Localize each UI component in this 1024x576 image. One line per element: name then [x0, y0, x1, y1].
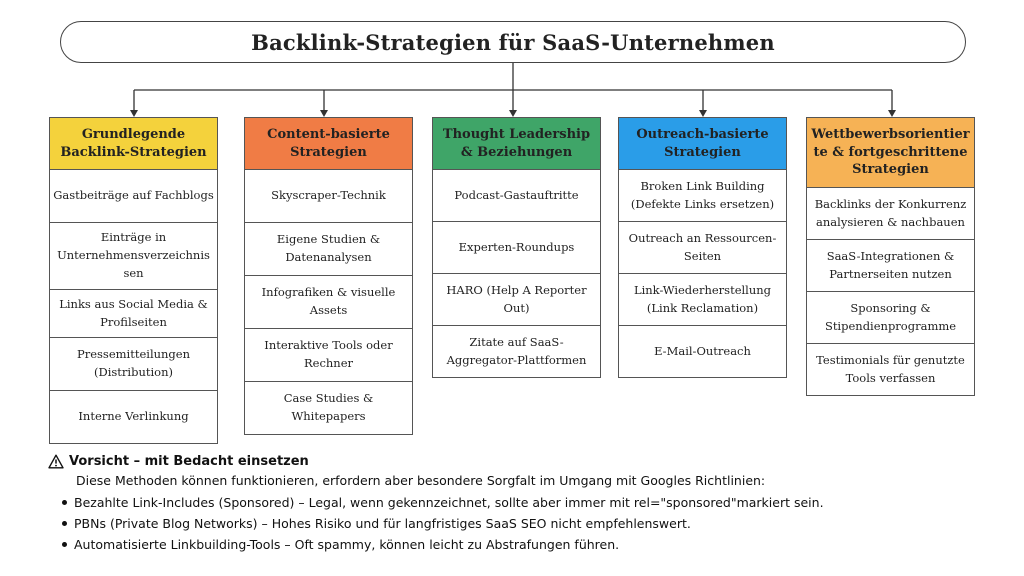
strategy-item: Backlinks der Konkurrenz analysieren & nachbauen	[806, 188, 975, 240]
strategy-item: Case Studies & Whitepapers	[244, 382, 413, 435]
strategy-item: E-Mail-Outreach	[618, 326, 787, 378]
column-header-thought-leadership: Thought Leadership & Beziehungen	[432, 117, 601, 170]
strategy-item: Eigene Studien & Datenanalysen	[244, 223, 413, 276]
diagram-title: Backlink-Strategien für SaaS-Unternehmen	[60, 21, 966, 63]
caution-intro: Diese Methoden können funktionieren, erfordern aber besondere Sorgfalt im Umgang mit Googles Richtlinien:	[76, 473, 766, 488]
caution-item	[62, 492, 978, 513]
strategy-item: Skyscraper-Technik	[244, 170, 413, 223]
strategy-item: Podcast-Gastauftritte	[432, 170, 601, 222]
arrowhead-5	[888, 110, 896, 117]
strategy-item: Zitate auf SaaS-Aggregator-Plattformen	[432, 326, 601, 378]
bullet	[62, 521, 67, 526]
arrowhead-2	[320, 110, 328, 117]
strategy-item: Broken Link Building (Defekte Links ersetzen)	[618, 170, 787, 222]
caution-item-text: Bezahlte Link-Includes (Sponsored) – Legal, wenn gekennzeichnet, sollte aber immer mit rel="sponsored"markiert sein.	[74, 495, 824, 510]
caution-section	[48, 452, 978, 555]
strategy-item: Einträge in Unternehmensverzeichnis sen	[49, 223, 218, 290]
strategy-item: Links aus Social Media & Profilseiten	[49, 290, 218, 338]
strategy-item: SaaS-Integrationen & Partnerseiten nutzen	[806, 240, 975, 292]
strategy-item: Gastbeiträge auf Fachblogs	[49, 170, 218, 223]
column-header-grundlegende: Grundlegende Backlink-Strategien	[49, 117, 218, 170]
strategy-item: Link-Wiederherstellung (Link Reclamation)	[618, 274, 787, 326]
column-grundlegende	[49, 117, 218, 444]
warning-triangle-icon	[48, 454, 64, 469]
strategy-item: Interne Verlinkung	[49, 391, 218, 444]
caution-item-text: PBNs (Private Blog Networks) – Hohes Risiko und für langfristiges SaaS SEO nicht empfehlenswert.	[74, 516, 691, 531]
arrowhead-1	[130, 110, 138, 117]
strategy-item: Experten-Roundups	[432, 222, 601, 274]
column-outreach	[618, 117, 787, 378]
strategy-item: Interaktive Tools oder Rechner	[244, 329, 413, 382]
arrowhead-4	[699, 110, 707, 117]
strategy-item: Infografiken & visuelle Assets	[244, 276, 413, 329]
bullet	[62, 542, 67, 547]
caution-title: Vorsicht – mit Bedacht einsetzen	[69, 453, 309, 469]
caution-item	[62, 513, 978, 534]
arrowhead-3	[509, 110, 517, 117]
bullet	[62, 500, 67, 505]
strategy-item: Sponsoring & Stipendienprogramme	[806, 292, 975, 344]
column-header-outreach: Outreach-basierte Strategien	[618, 117, 787, 170]
column-wettbewerb	[806, 117, 975, 396]
strategy-item: HARO (Help A Reporter Out)	[432, 274, 601, 326]
caution-item-text: Automatisierte Linkbuilding-Tools – Oft spammy, können leicht zu Abstrafungen führen.	[74, 537, 620, 552]
column-content-basiert	[244, 117, 413, 435]
strategy-item: Testimonials für genutzte Tools verfassen	[806, 344, 975, 396]
caution-item	[62, 534, 978, 555]
strategy-item: Outreach an Ressourcen-Seiten	[618, 222, 787, 274]
column-header-wettbewerb: Wettbewerbsorientier te & fortgeschrittene Strategien	[806, 117, 975, 188]
strategy-item: Pressemitteilungen (Distribution)	[49, 338, 218, 391]
column-thought-leadership	[432, 117, 601, 378]
caution-list	[62, 492, 978, 555]
column-header-content-basiert: Content-basierte Strategien	[244, 117, 413, 170]
caution-heading	[48, 452, 978, 470]
